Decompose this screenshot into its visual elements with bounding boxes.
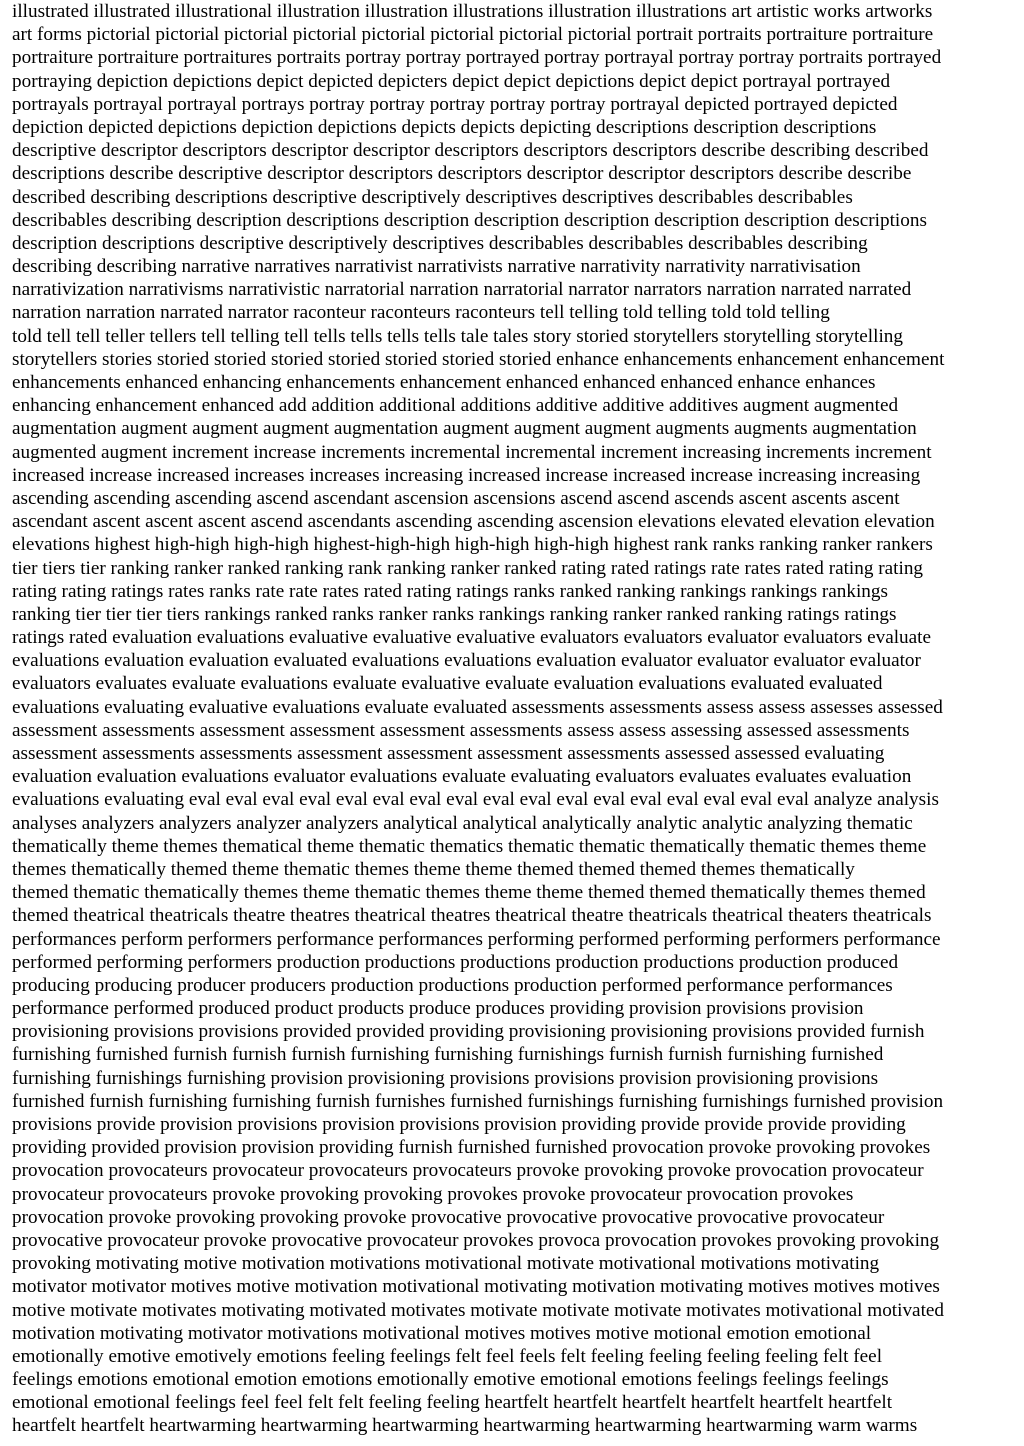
text-line: motivator motivator motives motive motivation motivational motivating motivation motivating motives motives motives bbox=[12, 1276, 940, 1298]
text-line: narration narration narrated narrator raconteur raconteurs raconteurs tell telling told telling told told telling bbox=[12, 302, 830, 324]
text-line: storytellers stories storied storied storied storied storied storied storied enhance enhancements enhancement enhancement bbox=[12, 348, 945, 370]
text-line: heartfelt heartfelt heartwarming heartwarming heartwarming heartwarming heartwarming heartwarming warm warms bbox=[12, 1415, 918, 1437]
text-line: elevations highest high-high high-high highest-high-high high-high high-high highest rank ranks ranking ranker rankers bbox=[12, 534, 933, 556]
text-line: evaluations evaluating eval eval eval eval eval eval eval eval eval eval eval eval eval eval eval eval eval analyze analysis bbox=[12, 789, 939, 811]
text-line: descriptions describe descriptive descriptor descriptors descriptors descriptor descriptor descriptors describe describe bbox=[12, 163, 912, 185]
text-line: producing producing producer producers production productions production performed performance performances bbox=[12, 974, 893, 996]
text-line: provisions provide provision provisions provision provisions provision providing provide provide provide providing bbox=[12, 1114, 906, 1135]
text-line: themes thematically themed theme thematic themes theme theme themed themed themed themes thematically bbox=[12, 858, 855, 880]
text-line: assessment assessments assessments assessment assessment assessment assessments assessed assessed evaluating bbox=[12, 743, 885, 764]
text-line: portrayals portrayal portrayal portrays portray portray portray portray portray portrayal depicted portrayed depicted bbox=[12, 93, 898, 115]
text-line: themed thematic thematically themes theme thematic themes theme theme themed themed thematically themes themed bbox=[12, 882, 926, 904]
text-line: provocation provoke provoking provoking provoke provocative provocative provocative provocative provocateur bbox=[12, 1206, 885, 1228]
document-body bbox=[12, 0, 1016, 1438]
text-line: depiction depicted depictions depiction depictions depicts depicts depicting descriptions description descriptions bbox=[12, 116, 877, 138]
text-line: providing provided provision provision providing furnish furnished furnished provocation provoke provoking provokes bbox=[12, 1137, 931, 1159]
text-line: rating rating ratings rates ranks rate rate rates rated rating ratings ranks ranked ranking rankings rankings rankings bbox=[12, 580, 888, 602]
text-line: performed performing performers production productions productions production productions production produced bbox=[12, 951, 899, 973]
text-line: augmented augment increment increase increments incremental incremental increment increasing increments increment bbox=[12, 441, 932, 463]
text-line: tier tiers tier ranking ranker ranked ranking rank ranking ranker ranked rating rated ratings rate rates rated rating rating bbox=[12, 557, 924, 579]
text-line: performances perform performers performance performances performing performed performing performers performance bbox=[12, 928, 941, 950]
text-line: feelings emotions emotional emotion emotions emotionally emotive emotional emotions feelings feelings feelings bbox=[12, 1369, 889, 1391]
text-line: augmentation augment augment augment augmentation augment augment augment augments augments augmentation bbox=[12, 418, 917, 440]
text-line: told tell tell teller tellers tell telling tell tells tells tells tells tale tales story storied storytellers storytelling storytelling bbox=[12, 325, 903, 347]
text-line: provoking motivating motive motivation motivations motivational motivate motivational motivations motivating bbox=[12, 1253, 880, 1275]
text-line: ratings rated evaluation evaluations evaluative evaluative evaluative evaluators evaluators evaluator evaluators evaluate bbox=[12, 627, 931, 649]
text-line: emotional emotional feelings feel feel felt felt feeling feeling heartfelt heartfelt heartfelt heartfelt heartfelt heartfelt bbox=[12, 1392, 893, 1414]
text-line: provocateur provocateurs provoke provoking provoking provokes provoke provocateur provocation provokes bbox=[12, 1183, 854, 1205]
text-line: analyses analyzers analyzers analyzer analyzers analytical analytical analytically analytic analytic analyzing thematic bbox=[12, 812, 913, 834]
text-line: provocative provocateur provoke provocative provocateur provokes provoca provocation provokes provoking provoking bbox=[12, 1229, 940, 1251]
text-line: describing describing narrative narratives narrativist narrativists narrative narrativity narrativity narrativisation bbox=[12, 256, 861, 278]
text-line: assessment assessments assessment assessment assessment assessments assess assess assessing assessed assessments bbox=[12, 719, 910, 741]
text-line: describables describing description descriptions description description description description description descriptions bbox=[12, 209, 927, 231]
text-line: increased increase increased increases increases increasing increased increase increased increase increasing increasing bbox=[12, 464, 921, 486]
text-line: provocation provocateurs provocateur provocateurs provocateurs provoke provoking provoke provocation provocateur bbox=[12, 1160, 924, 1182]
text-line: art forms pictorial pictorial pictorial pictorial pictorial pictorial pictorial pictorial portrait portraits portraiture portraiture bbox=[12, 24, 934, 46]
text-line: ascending ascending ascending ascend ascendant ascension ascensions ascend ascend ascends ascent ascents ascent bbox=[12, 487, 900, 509]
text-line: portraying depiction depictions depict depicted depicters depict depict depictions depict depict portrayal portrayed bbox=[12, 70, 891, 92]
text-line: evaluations evaluating evaluative evaluations evaluate evaluated assessments assessments assess assess assesses assessed bbox=[12, 696, 943, 718]
text-line: described describing descriptions descriptive descriptively descriptives descriptives describables describables bbox=[12, 186, 853, 208]
text-line: description descriptions descriptive descriptively descriptives describables describables describables describing bbox=[12, 232, 868, 254]
text-line: furnishing furnished furnish furnish furnish furnishing furnishing furnishings furnish furnish furnishing furnished bbox=[12, 1044, 884, 1066]
text-line: thematically theme themes thematical theme thematic thematics thematic thematic thematically thematic themes theme bbox=[12, 835, 927, 857]
text-line: enhancing enhancement enhanced add addition additional additions additive additive additives augment augmented bbox=[12, 395, 899, 417]
text-line: performance performed produced product products produce produces providing provision provisions provision bbox=[12, 998, 864, 1020]
text-line: narrativization narrativisms narrativistic narratorial narration narratorial narrator narrators narration narrated narrated bbox=[12, 279, 912, 301]
text-line: furnishing furnishings furnishing provision provisioning provisions provisions provision provisioning provisions bbox=[12, 1067, 879, 1089]
text-line: evaluations evaluation evaluation evaluated evaluations evaluations evaluation evaluator evaluator evaluator evaluator bbox=[12, 650, 921, 672]
text-line: evaluators evaluates evaluate evaluations evaluate evaluative evaluate evaluation evaluations evaluated evaluated bbox=[12, 673, 883, 695]
text-line: motive motivate motivates motivating motivated motivates motivate motivate motivate motivates motivational motivated bbox=[12, 1299, 945, 1321]
text-line: motivation motivating motivator motivations motivational motives motives motive motional emotion emotional bbox=[12, 1322, 872, 1344]
text-line: provisioning provisions provisions provided provided providing provisioning provisioning provisions provided furnish bbox=[12, 1021, 925, 1043]
text-line: portraiture portraiture portraitures portraits portray portray portrayed portray portrayal portray portray portraits portrayed bbox=[12, 47, 942, 69]
text-line: themed theatrical theatricals theatre theatres theatrical theatres theatrical theatre theatricals theatrical theaters theatricals bbox=[12, 905, 932, 927]
text-line: enhancements enhanced enhancing enhancements enhancement enhanced enhanced enhanced enhance enhances bbox=[12, 372, 876, 393]
text-line: furnished furnish furnishing furnishing furnish furnishes furnished furnishings furnishing furnishings furnished provision bbox=[12, 1090, 944, 1112]
text-line: ascendant ascent ascent ascent ascend ascendants ascending ascending ascension elevations elevated elevation elevation bbox=[12, 511, 935, 533]
text-line: illustrated illustrated illustrational illustration illustration illustrations illustration illustrations art artistic works artworks bbox=[12, 1, 933, 22]
text-line: descriptive descriptor descriptors descriptor descriptor descriptors descriptors descriptors describe describing described bbox=[12, 140, 929, 162]
text-line: ranking tier tier tier tiers rankings ranked ranks ranker ranks rankings ranking ranker ranked ranking ratings ratings bbox=[12, 603, 897, 625]
text-line: evaluation evaluation evaluations evaluator evaluations evaluate evaluating evaluators evaluates evaluates evaluation bbox=[12, 766, 912, 788]
text-line: emotionally emotive emotively emotions feeling feelings felt feel feels felt feeling feeling feeling feeling felt feel bbox=[12, 1345, 883, 1367]
